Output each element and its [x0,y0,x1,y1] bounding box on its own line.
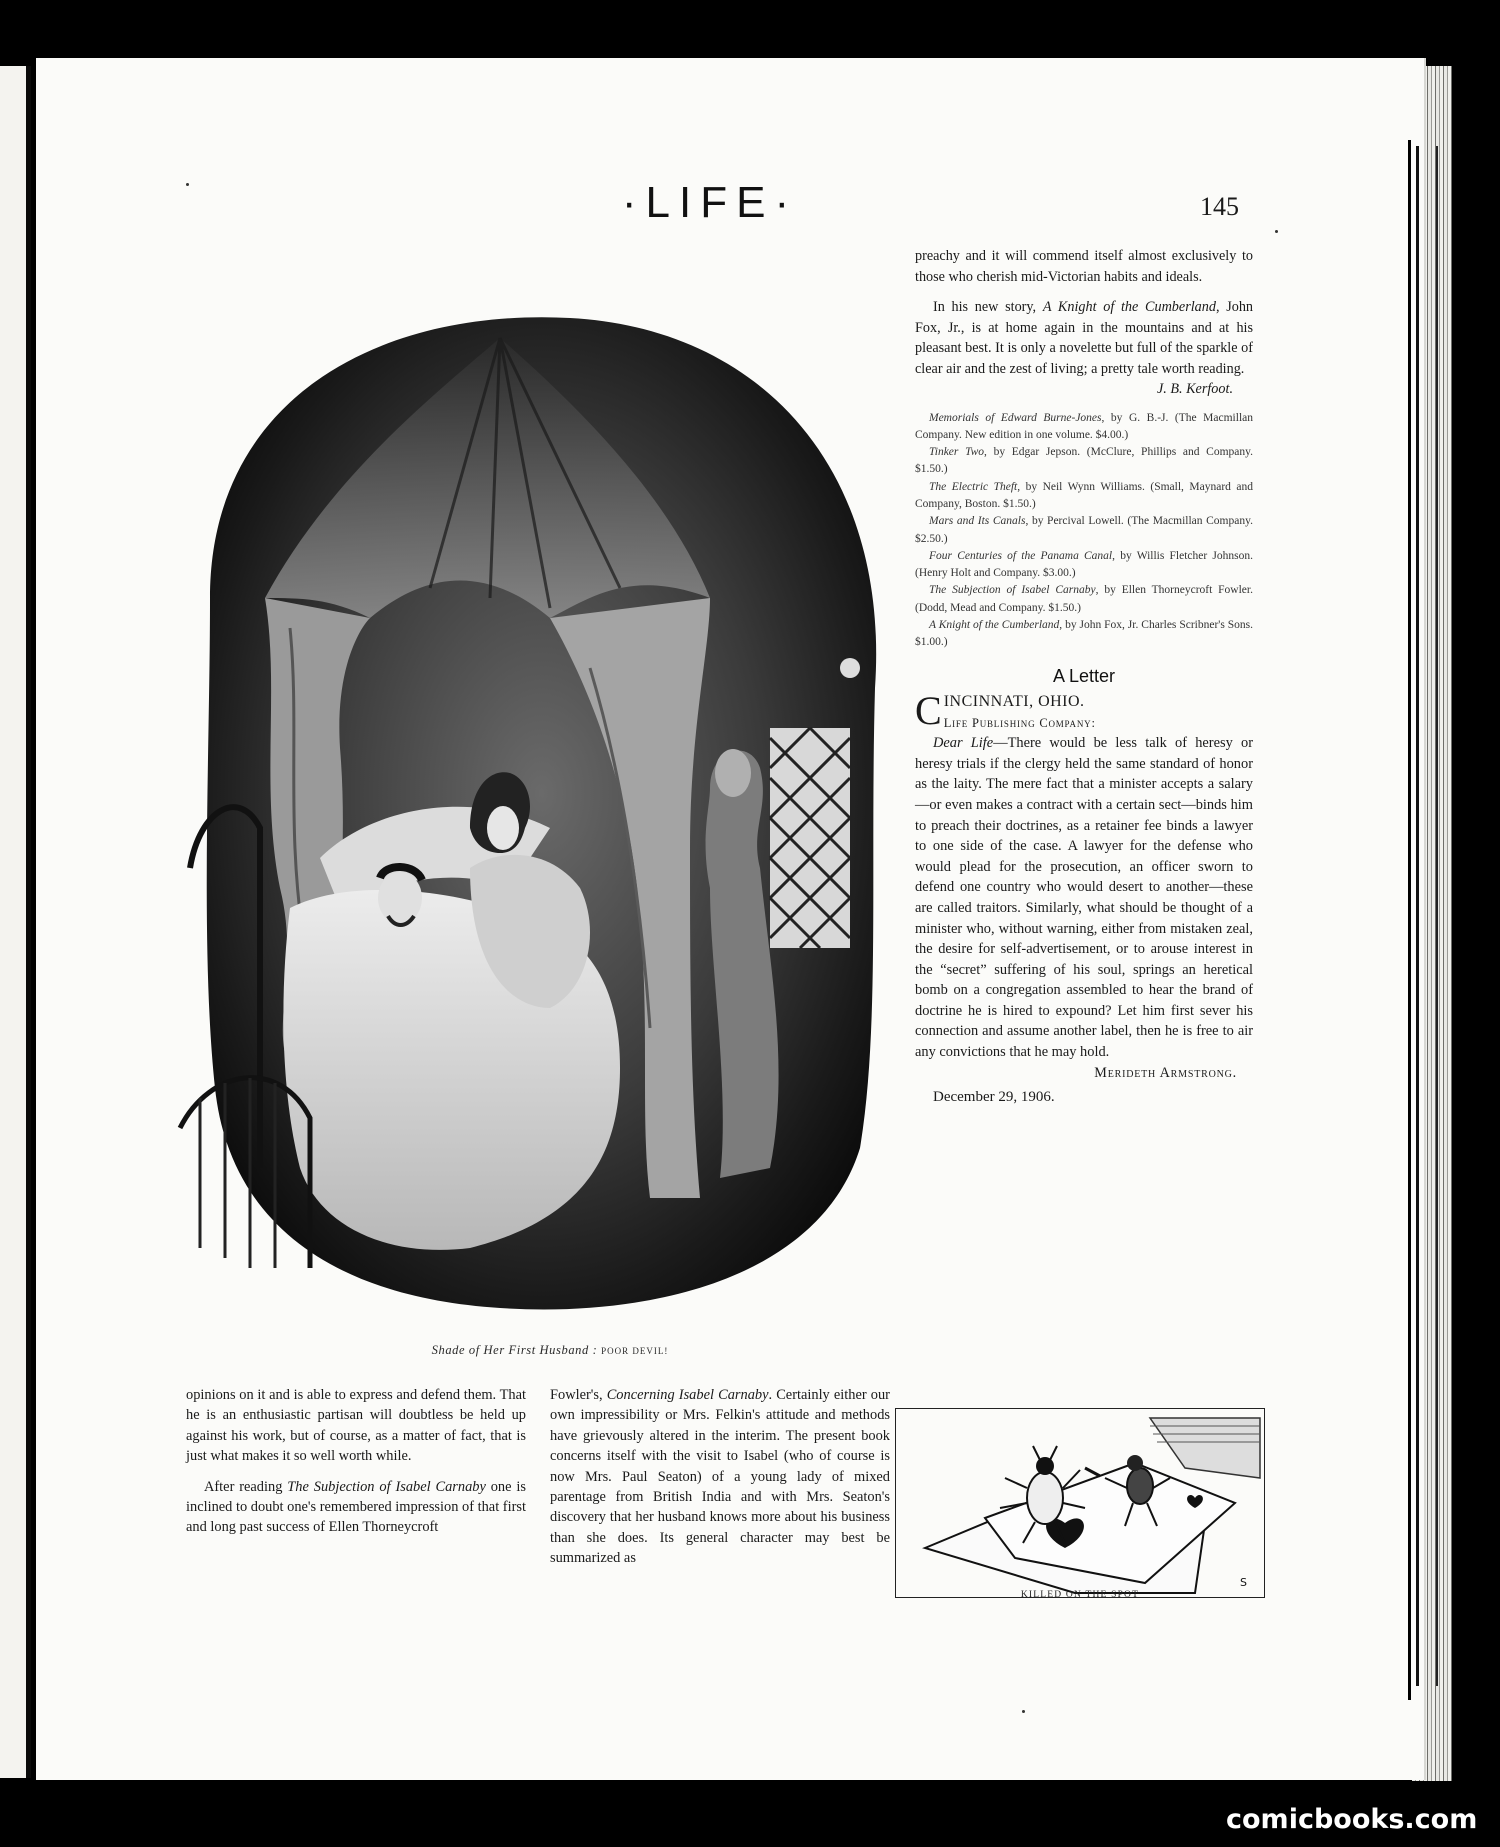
page-number: 145 [1200,192,1239,221]
book-entry [915,548,1253,583]
review-text: , John Fox, Jr., is at home again in the mountains and at his pleasant best. It is only a novelette but full of the sparkle of clear air and the zest of living; a pretty tale worth reading. [915,299,1254,377]
review-text: one is inclined to doubt one's remembered impression of that first and long past success of Ellen Thorneycroft [186,1478,526,1536]
letter-salutation: Dear Life [933,735,994,752]
letter-date: December 29, 1906. [933,1089,1055,1106]
book-entry [915,410,1253,445]
binding-line [1416,146,1419,1686]
text-column-left [186,1385,526,1538]
book-detail: , by Ellen Thorneycroft Fowler. (Dodd, Mead and Company. $1.50.) [915,584,1253,614]
binding-line [1436,146,1438,1686]
book-title: Four Centuries of the Panama Canal [929,549,1113,562]
book-list [915,410,1253,652]
review-text: In his new story, [933,299,1043,315]
caption-punchline: POOR DEVIL! [601,1346,669,1356]
letter-city: INCINNATI, OHIO. [943,693,1085,711]
book-detail: , by Edgar Jepson. (McClure, Phillips and Company. $1.50.) [915,446,1254,476]
book-title: The Subjection of Isabel Carnaby [287,1478,486,1495]
review-text: After reading [204,1478,288,1495]
cartoon-caption: KILLED ON THE SPOT [1020,1590,1140,1600]
book-title: The Subjection of Isabel Carnaby [929,584,1096,597]
book-title: Tinker Two [929,446,985,459]
print-speck [1022,1710,1025,1713]
print-speck [186,183,189,186]
review-paragraph [915,297,1253,379]
review-text: . Certainly either our own impressibility or Mrs. Felkin's attitude and methods have grievously altered in the interim. The present book concerns itself with the visit to Isabel (who of course is now Mrs. Paul Seaton) of a young lady of mixed parentage from British India and with Mrs. Seaton's discovery that her husband knows more about his business than she does. Its general character may best be summarized as [550,1387,890,1567]
review-paragraph [550,1385,890,1569]
letter-address [915,688,1253,734]
review-text: Fowler's, [550,1387,607,1403]
svg-text:S: S [1240,1576,1247,1589]
right-column [915,246,1253,1108]
book-title: A Knight of the Cumberland [1042,299,1216,315]
book-entry [915,479,1253,514]
masthead: ·LIFE· [621,178,799,227]
text-column-middle [550,1385,890,1569]
book-detail: , by G. B.-J. (The Macmillan Company. New edition in one volume. $4.00.) [915,411,1253,441]
review-paragraph: opinions on it and is able to express and defend them. That he is an enthusiastic partisan will doubtless be held up against his work, but of course, as a matter of fact, that is just what makes it so well worth while. [186,1387,526,1465]
review-paragraph [186,1477,526,1538]
left-page-edge [0,66,31,1778]
caption-text: Shade of Her First Husband : [431,1343,602,1357]
review-paragraph: preachy and it will commend itself almost exclusively to those who cherish mid-Victorian habits and ideals. [915,248,1253,285]
drop-cap: C [915,688,942,734]
letter-signature: Merideth Armstrong. [1094,1064,1237,1081]
book-entry [915,582,1253,617]
book-detail: , by Percival Lowell. (The Macmillan Company. $2.50.) [915,515,1253,545]
letter-body [915,733,1253,1063]
letter-recipient: Life Publishing Company: [943,715,1096,730]
binding-line [1408,140,1411,1700]
book-title: Mars and Its Canals [929,515,1026,528]
book-title: Memorials of Edward Burne-Jones [929,411,1102,424]
reviewer-signature: J. B. Kerfoot. [1156,381,1233,397]
site-watermark: comicbooks.com [1226,1804,1478,1835]
letter-heading: A Letter [1052,665,1116,686]
print-speck [1275,230,1278,233]
book-title: The Electric Theft [929,480,1018,493]
book-title: A Knight of the Cumberland [929,619,1060,632]
book-entry [915,444,1253,479]
bedroom-illustration [170,268,900,1328]
book-entry [915,513,1253,548]
book-detail: , by Willis Fletcher Johnson. (Henry Holt and Company. $3.00.) [915,549,1253,580]
book-title: Concerning Isabel Carnaby [606,1387,769,1403]
book-detail: , by John Fox, Jr. Charles Scribner's Sons. $1.00.) [915,619,1253,649]
illustration-caption [340,1343,760,1358]
letter-text: —There would be less talk of heresy or heresy trials if the clergy held the same standard of honor as the laity. The mere fact that a minister accepts a salary—or even makes a contract with a certain sect—binds him to preach their doctrines, as a retainer fee binds a lawyer to one side of the case. A lawyer for the defense who would plead for the prosecution, an officer sworn to defend one country who would desert to another—these are called traitors. Similarly, what should be thought of a minister who, without warning, either from mistaken zeal, the desire for self-advertisement, or to arouse interest in the “secret” suffering of his soul, springs an heretical bomb on a congregation assembled to hear the brand of doctrine he is hired to expound? Let him first sever his connection and assume another label, then he is free to air any convictions that he may hold. [915,735,1254,1061]
book-entry [915,617,1253,652]
cartoon-illustration [895,1408,1265,1598]
book-detail: , by Neil Wynn Williams. (Small, Maynard and Company, Boston. $1.50.) [915,480,1253,510]
